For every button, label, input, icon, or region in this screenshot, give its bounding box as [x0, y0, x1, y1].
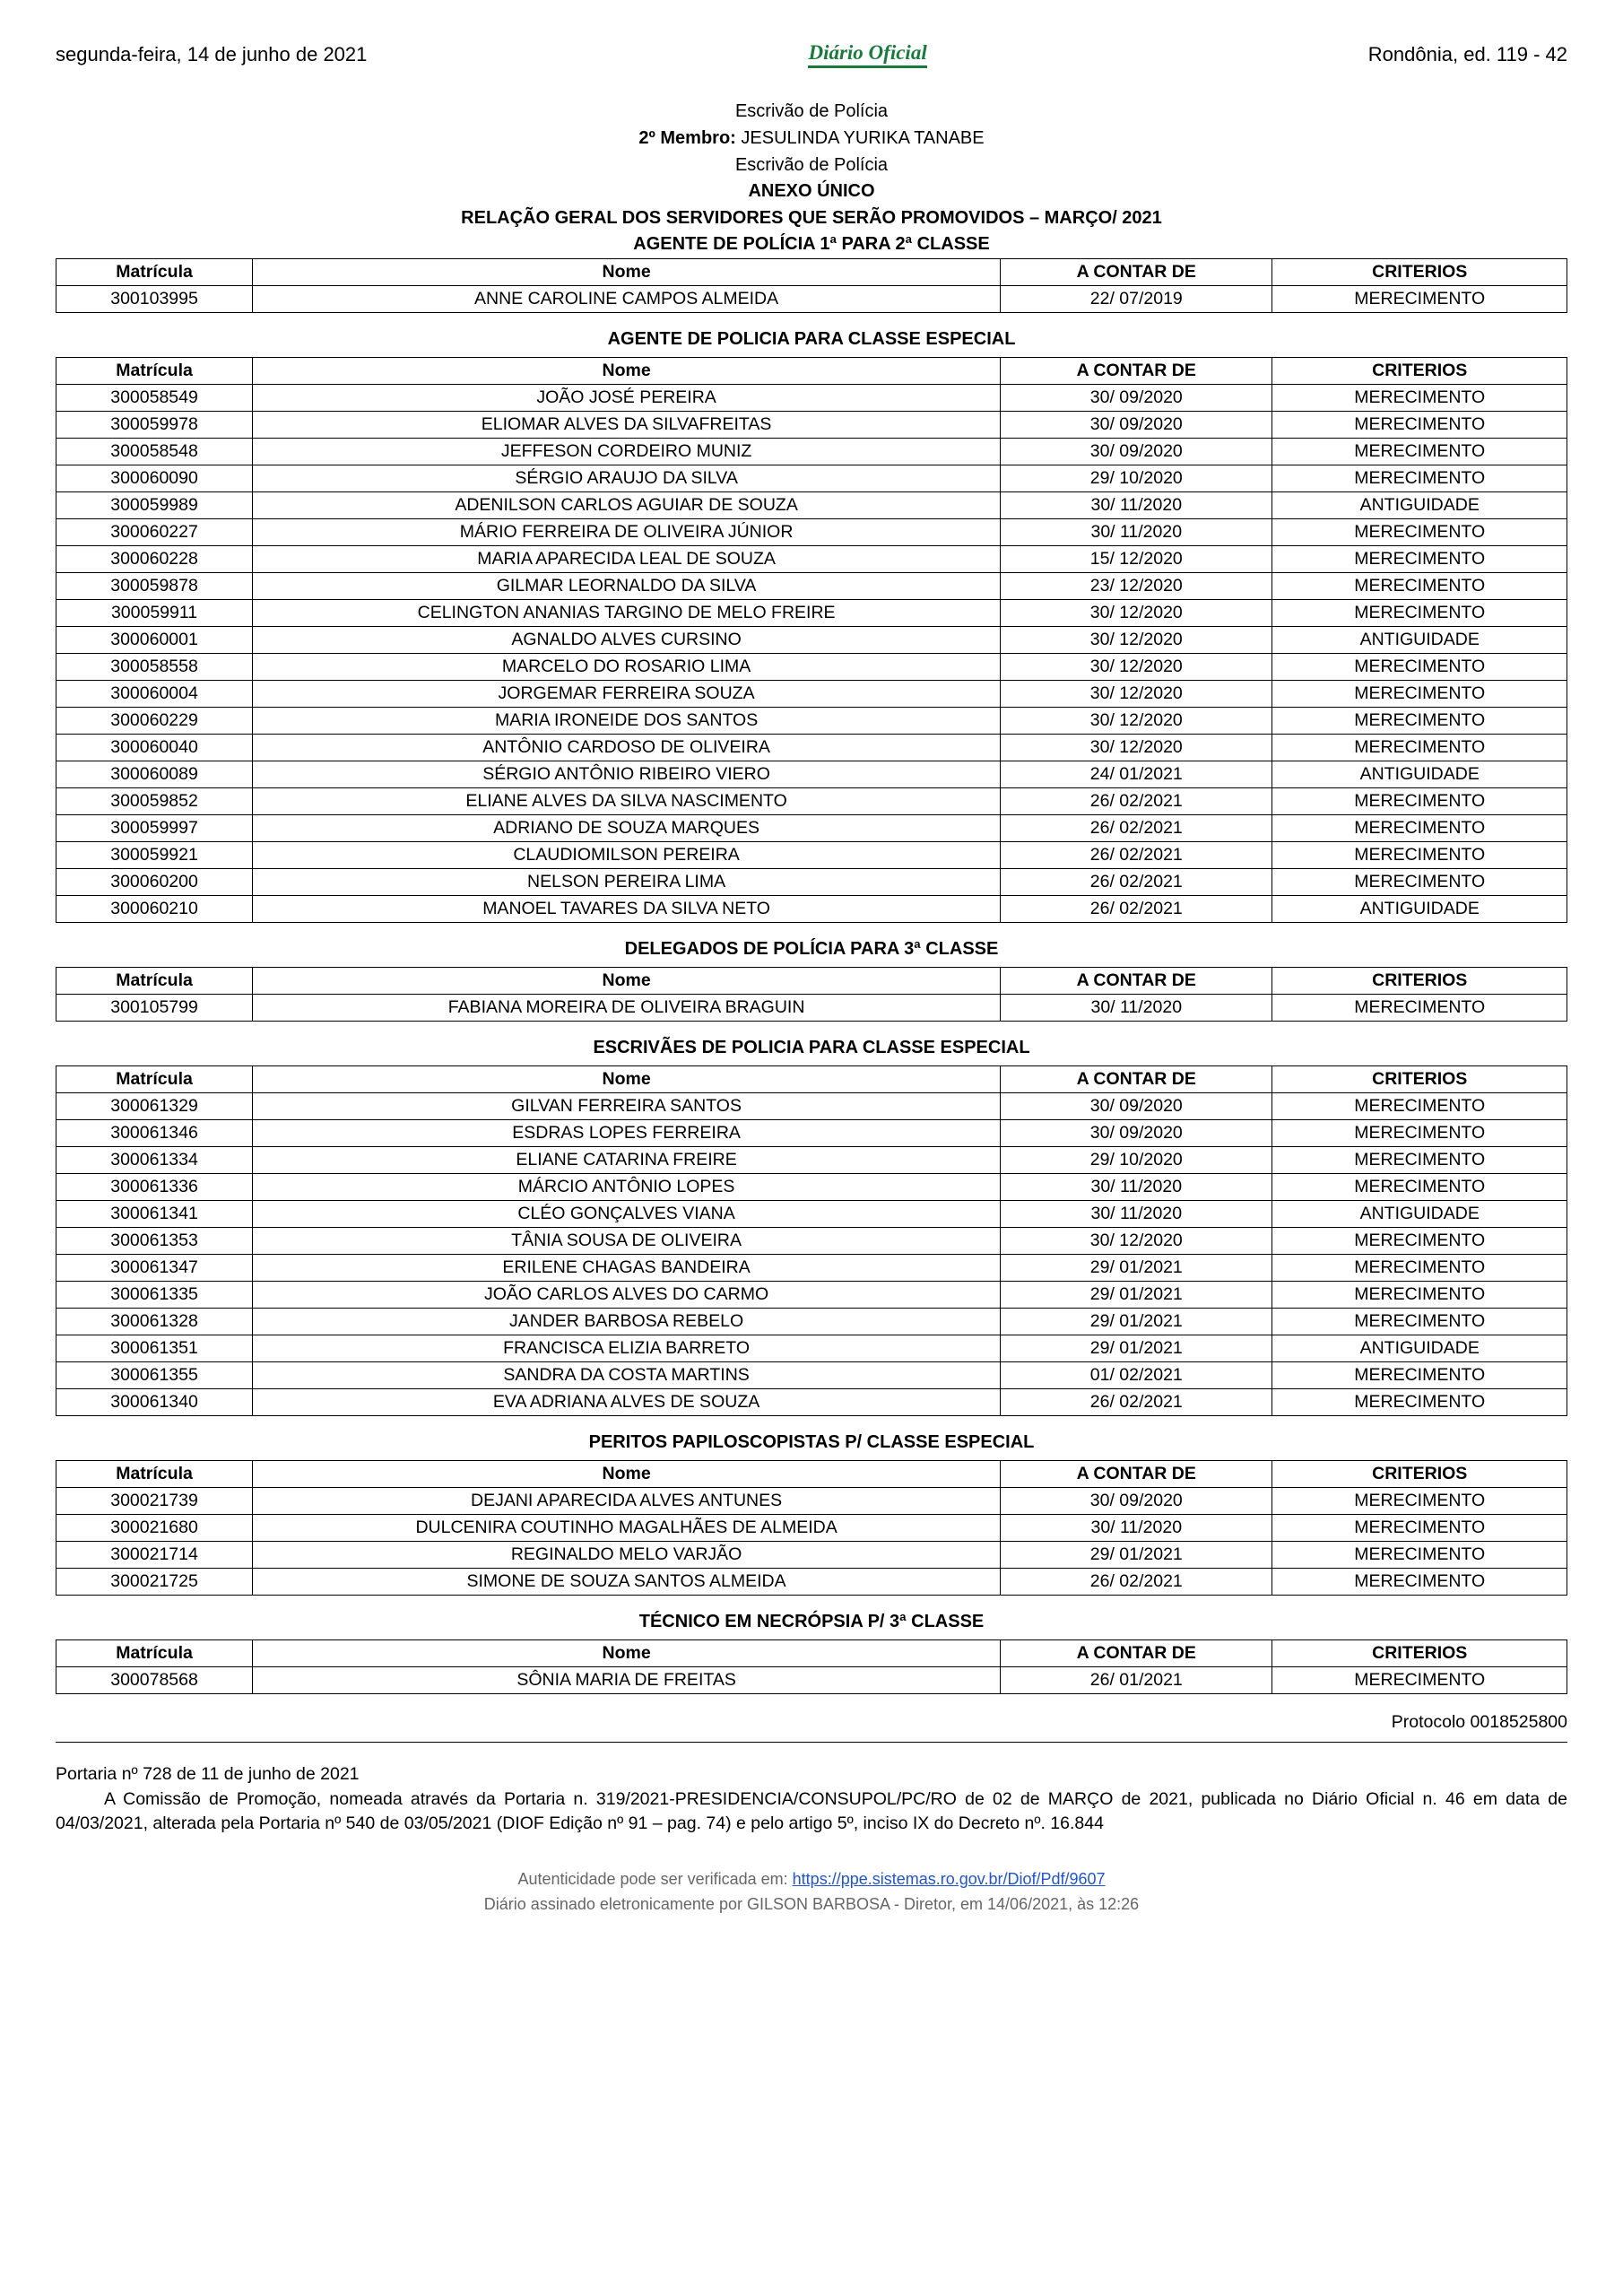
cell-a-contar-de: 30/ 12/2020 — [1001, 735, 1272, 761]
cell-matricula: 300061328 — [56, 1309, 253, 1335]
cell-nome: SÉRGIO ANTÔNIO RIBEIRO VIERO — [253, 761, 1001, 788]
cell-criterios: MERECIMENTO — [1272, 546, 1567, 573]
cell-criterios: MERECIMENTO — [1272, 600, 1567, 627]
cell-criterios: MERECIMENTO — [1272, 815, 1567, 842]
section-title: PERITOS PAPILOSCOPISTAS P/ CLASSE ESPECIAL — [588, 1432, 1035, 1452]
cell-nome: DULCENIRA COUTINHO MAGALHÃES DE ALMEIDA — [253, 1515, 1001, 1542]
cell-nome: ADENILSON CARLOS AGUIAR DE SOUZA — [253, 492, 1001, 519]
cell-matricula: 300061329 — [56, 1093, 253, 1120]
cell-criterios: ANTIGUIDADE — [1272, 1201, 1567, 1228]
cell-a-contar-de: 15/ 12/2020 — [1001, 546, 1272, 573]
cell-nome: JORGEMAR FERREIRA SOUZA — [253, 681, 1001, 708]
cell-matricula: 300061341 — [56, 1201, 253, 1228]
column-header: CRITERIOS — [1272, 968, 1567, 995]
table-row — [56, 519, 1567, 546]
cell-criterios: MERECIMENTO — [1272, 1515, 1567, 1542]
cell-criterios: MERECIMENTO — [1272, 1120, 1567, 1147]
table-row — [56, 1282, 1567, 1309]
cell-matricula: 300060090 — [56, 465, 253, 492]
cell-nome: JANDER BARBOSA REBELO — [253, 1309, 1001, 1335]
notes-block — [56, 1762, 1567, 1837]
promotions-table — [56, 258, 1567, 313]
intro-member-name: JESULINDA YURIKA TANABE — [741, 128, 985, 149]
cell-nome: JOÃO JOSÉ PEREIRA — [253, 385, 1001, 412]
table-row — [56, 735, 1567, 761]
column-header: CRITERIOS — [1272, 259, 1567, 286]
table-row — [56, 1335, 1567, 1362]
cell-matricula: 300060089 — [56, 761, 253, 788]
footer-auth-prefix: Autenticidade pode ser verificada em: — [517, 1870, 788, 1889]
cell-a-contar-de: 26/ 02/2021 — [1001, 1389, 1272, 1416]
cell-a-contar-de: 26/ 02/2021 — [1001, 842, 1272, 869]
cell-matricula: 300061353 — [56, 1228, 253, 1255]
table-row — [56, 869, 1567, 896]
cell-nome: JOÃO CARLOS ALVES DO CARMO — [253, 1282, 1001, 1309]
intro-relation-title: RELAÇÃO GERAL DOS SERVIDORES QUE SERÃO PROMOVIDOS – MARÇO/ 2021 — [461, 207, 1162, 228]
cell-criterios: MERECIMENTO — [1272, 1228, 1567, 1255]
cell-nome: SIMONE DE SOUZA SANTOS ALMEIDA — [253, 1569, 1001, 1596]
promotions-table — [56, 1460, 1567, 1596]
cell-criterios: MERECIMENTO — [1272, 1667, 1567, 1694]
cell-matricula: 300061351 — [56, 1335, 253, 1362]
column-header: Nome — [253, 259, 1001, 286]
cell-a-contar-de: 22/ 07/2019 — [1001, 286, 1272, 313]
cell-criterios: MERECIMENTO — [1272, 1488, 1567, 1515]
table-row — [56, 788, 1567, 815]
header-edition: Rondônia, ed. 119 - 42 — [1367, 43, 1567, 66]
cell-a-contar-de: 30/ 11/2020 — [1001, 492, 1272, 519]
table-header-row — [56, 358, 1567, 385]
cell-a-contar-de: 29/ 01/2021 — [1001, 1255, 1272, 1282]
cell-nome: ELIANE ALVES DA SILVA NASCIMENTO — [253, 788, 1001, 815]
column-header: Matrícula — [56, 1461, 253, 1488]
cell-matricula: 300059911 — [56, 600, 253, 627]
cell-a-contar-de: 29/ 10/2020 — [1001, 465, 1272, 492]
diario-oficial-logo: Diário Oficial — [808, 41, 926, 68]
section-title: DELEGADOS DE POLÍCIA PARA 3ª CLASSE — [624, 939, 999, 959]
cell-nome: SÉRGIO ARAUJO DA SILVA — [253, 465, 1001, 492]
cell-criterios: ANTIGUIDADE — [1272, 1335, 1567, 1362]
cell-nome: ERILENE CHAGAS BANDEIRA — [253, 1255, 1001, 1282]
notes-paragraph: A Comissão de Promoção, nomeada através da Portaria n. 319/2021-PRESIDENCIA/CONSUPOL/PC/RO de 02 de MARÇO de 2021, publicada no Diário Oficial n. 46 em data de 04/03/2021, alterada pela Portaria nº 540 de 03/05/2021 (DIOF Edição nº 91 – pag. 74) e pelo artigo 5º, inciso IX do Decreto nº. 16.844 — [56, 1788, 1567, 1834]
intro-first-section-title: AGENTE DE POLÍCIA 1ª PARA 2ª CLASSE — [633, 234, 990, 255]
cell-a-contar-de: 30/ 09/2020 — [1001, 412, 1272, 439]
cell-criterios: MERECIMENTO — [1272, 1362, 1567, 1389]
table-row — [56, 1309, 1567, 1335]
cell-matricula: 300059878 — [56, 573, 253, 600]
cell-a-contar-de: 26/ 01/2021 — [1001, 1667, 1272, 1694]
cell-a-contar-de: 30/ 12/2020 — [1001, 1228, 1272, 1255]
promotions-table — [56, 967, 1567, 1022]
column-header: A CONTAR DE — [1001, 1640, 1272, 1667]
cell-matricula: 300021725 — [56, 1569, 253, 1596]
cell-a-contar-de: 30/ 12/2020 — [1001, 654, 1272, 681]
table-row — [56, 385, 1567, 412]
cell-criterios: MERECIMENTO — [1272, 286, 1567, 313]
promotions-table — [56, 357, 1567, 923]
cell-a-contar-de: 29/ 10/2020 — [1001, 1147, 1272, 1174]
section-title: AGENTE DE POLICIA PARA CLASSE ESPECIAL — [607, 329, 1016, 349]
cell-matricula: 300061347 — [56, 1255, 253, 1282]
column-header: Nome — [253, 1640, 1001, 1667]
notes-title: Portaria nº 728 de 11 de junho de 2021 — [56, 1764, 360, 1784]
intro-line-2 — [56, 126, 1567, 152]
cell-nome: ELIANE CATARINA FREIRE — [253, 1147, 1001, 1174]
cell-matricula: 300060229 — [56, 708, 253, 735]
table-row — [56, 1093, 1567, 1120]
cell-a-contar-de: 01/ 02/2021 — [1001, 1362, 1272, 1389]
table-row — [56, 654, 1567, 681]
cell-matricula: 300105799 — [56, 995, 253, 1022]
column-header: A CONTAR DE — [1001, 968, 1272, 995]
cell-criterios: MERECIMENTO — [1272, 1309, 1567, 1335]
table-row — [56, 546, 1567, 573]
cell-a-contar-de: 26/ 02/2021 — [1001, 1569, 1272, 1596]
sections-container — [56, 258, 1567, 1694]
table-row — [56, 286, 1567, 313]
cell-matricula: 300061340 — [56, 1389, 253, 1416]
table-row — [56, 1228, 1567, 1255]
cell-a-contar-de: 29/ 01/2021 — [1001, 1309, 1272, 1335]
column-header: Matrícula — [56, 1066, 253, 1093]
cell-matricula: 300060001 — [56, 627, 253, 654]
column-header: A CONTAR DE — [1001, 358, 1272, 385]
table-row — [56, 600, 1567, 627]
cell-matricula: 300059921 — [56, 842, 253, 869]
cell-matricula: 300059852 — [56, 788, 253, 815]
table-row — [56, 1542, 1567, 1569]
cell-criterios: ANTIGUIDADE — [1272, 492, 1567, 519]
intro-line-1: Escrivão de Polícia — [734, 101, 889, 122]
column-header: A CONTAR DE — [1001, 1066, 1272, 1093]
table-row — [56, 1389, 1567, 1416]
table-row — [56, 439, 1567, 465]
column-header: CRITERIOS — [1272, 358, 1567, 385]
promotions-table — [56, 1065, 1567, 1416]
cell-a-contar-de: 30/ 11/2020 — [1001, 1515, 1272, 1542]
cell-criterios: MERECIMENTO — [1272, 439, 1567, 465]
table-row — [56, 1174, 1567, 1201]
table-row — [56, 815, 1567, 842]
cell-criterios: ANTIGUIDADE — [1272, 896, 1567, 923]
cell-matricula: 300059989 — [56, 492, 253, 519]
footer-signature: Diário assinado eletronicamente por GILSON BARBOSA - Diretor, em 14/06/2021, às 12:26 — [483, 1894, 1140, 1913]
section-title: TÉCNICO EM NECRÓPSIA P/ 3ª CLASSE — [638, 1612, 985, 1631]
cell-a-contar-de: 23/ 12/2020 — [1001, 573, 1272, 600]
table-row — [56, 1147, 1567, 1174]
document-footer — [56, 1867, 1567, 1935]
column-header: Nome — [253, 1461, 1001, 1488]
cell-nome: AGNALDO ALVES CURSINO — [253, 627, 1001, 654]
cell-a-contar-de: 30/ 09/2020 — [1001, 1488, 1272, 1515]
cell-matricula: 300060040 — [56, 735, 253, 761]
table-header-row — [56, 1461, 1567, 1488]
cell-matricula: 300058549 — [56, 385, 253, 412]
cell-nome: FRANCISCA ELIZIA BARRETO — [253, 1335, 1001, 1362]
cell-matricula: 300061355 — [56, 1362, 253, 1389]
column-header: Nome — [253, 1066, 1001, 1093]
horizontal-divider — [56, 1742, 1567, 1743]
cell-nome: NELSON PEREIRA LIMA — [253, 869, 1001, 896]
cell-nome: REGINALDO MELO VARJÃO — [253, 1542, 1001, 1569]
cell-matricula: 300060004 — [56, 681, 253, 708]
cell-a-contar-de: 30/ 09/2020 — [1001, 385, 1272, 412]
cell-a-contar-de: 30/ 12/2020 — [1001, 708, 1272, 735]
protocol-label: Protocolo 0018525800 — [1391, 1712, 1567, 1732]
table-header-row — [56, 259, 1567, 286]
table-row — [56, 708, 1567, 735]
cell-criterios: MERECIMENTO — [1272, 708, 1567, 735]
cell-a-contar-de: 26/ 02/2021 — [1001, 869, 1272, 896]
cell-criterios: MERECIMENTO — [1272, 842, 1567, 869]
cell-matricula: 300061336 — [56, 1174, 253, 1201]
cell-criterios: MERECIMENTO — [1272, 412, 1567, 439]
intro-block — [56, 99, 1567, 258]
table-header-row — [56, 1066, 1567, 1093]
cell-a-contar-de: 30/ 09/2020 — [1001, 1093, 1272, 1120]
cell-matricula: 300058548 — [56, 439, 253, 465]
cell-a-contar-de: 30/ 09/2020 — [1001, 439, 1272, 465]
table-header-row — [56, 968, 1567, 995]
cell-criterios: MERECIMENTO — [1272, 1389, 1567, 1416]
cell-nome: MANOEL TAVARES DA SILVA NETO — [253, 896, 1001, 923]
cell-a-contar-de: 24/ 01/2021 — [1001, 761, 1272, 788]
cell-matricula: 300060200 — [56, 869, 253, 896]
cell-criterios: MERECIMENTO — [1272, 681, 1567, 708]
column-header: CRITERIOS — [1272, 1066, 1567, 1093]
column-header: Matrícula — [56, 358, 253, 385]
cell-nome: ANTÔNIO CARDOSO DE OLIVEIRA — [253, 735, 1001, 761]
cell-matricula: 300060228 — [56, 546, 253, 573]
cell-a-contar-de: 26/ 02/2021 — [1001, 788, 1272, 815]
cell-matricula: 300061346 — [56, 1120, 253, 1147]
cell-matricula: 300103995 — [56, 286, 253, 313]
table-row — [56, 1201, 1567, 1228]
cell-nome: TÂNIA SOUSA DE OLIVEIRA — [253, 1228, 1001, 1255]
cell-matricula: 300061335 — [56, 1282, 253, 1309]
column-header: Nome — [253, 358, 1001, 385]
cell-matricula: 300060210 — [56, 896, 253, 923]
cell-a-contar-de: 30/ 11/2020 — [1001, 1174, 1272, 1201]
table-row — [56, 681, 1567, 708]
cell-criterios: MERECIMENTO — [1272, 1147, 1567, 1174]
cell-a-contar-de: 26/ 02/2021 — [1001, 815, 1272, 842]
cell-nome: GILMAR LEORNALDO DA SILVA — [253, 573, 1001, 600]
cell-criterios: MERECIMENTO — [1272, 995, 1567, 1022]
cell-nome: SANDRA DA COSTA MARTINS — [253, 1362, 1001, 1389]
cell-criterios: MERECIMENTO — [1272, 1542, 1567, 1569]
table-header-row — [56, 1640, 1567, 1667]
cell-nome: MARCELO DO ROSARIO LIMA — [253, 654, 1001, 681]
cell-matricula: 300059978 — [56, 412, 253, 439]
table-row — [56, 465, 1567, 492]
intro-line-3: Escrivão de Polícia — [734, 154, 889, 175]
column-header: CRITERIOS — [1272, 1640, 1567, 1667]
cell-nome: FABIANA MOREIRA DE OLIVEIRA BRAGUIN — [253, 995, 1001, 1022]
column-header: A CONTAR DE — [1001, 259, 1272, 286]
cell-criterios: MERECIMENTO — [1272, 788, 1567, 815]
table-row — [56, 1488, 1567, 1515]
cell-criterios: MERECIMENTO — [1272, 1569, 1567, 1596]
cell-matricula: 300058558 — [56, 654, 253, 681]
table-row — [56, 842, 1567, 869]
table-row — [56, 1255, 1567, 1282]
cell-nome: ELIOMAR ALVES DA SILVAFREITAS — [253, 412, 1001, 439]
column-header: Nome — [253, 968, 1001, 995]
cell-nome: MÁRCIO ANTÔNIO LOPES — [253, 1174, 1001, 1201]
header-date: segunda-feira, 14 de junho de 2021 — [56, 43, 368, 66]
table-row — [56, 1515, 1567, 1542]
cell-a-contar-de: 30/ 09/2020 — [1001, 1120, 1272, 1147]
cell-nome: MÁRIO FERREIRA DE OLIVEIRA JÚNIOR — [253, 519, 1001, 546]
section-title: ESCRIVÃES DE POLICIA PARA CLASSE ESPECIAL — [593, 1038, 1030, 1057]
cell-matricula: 300021680 — [56, 1515, 253, 1542]
cell-criterios: MERECIMENTO — [1272, 1093, 1567, 1120]
footer-auth-link[interactable]: https://ppe.sistemas.ro.gov.br/Diof/Pdf/9607 — [792, 1870, 1106, 1889]
cell-nome: SÔNIA MARIA DE FREITAS — [253, 1667, 1001, 1694]
intro-annex-title: ANEXO ÚNICO — [748, 181, 875, 202]
footer-auth-line — [56, 1867, 1567, 1892]
cell-nome: CLÉO GONÇALVES VIANA — [253, 1201, 1001, 1228]
header-brand — [367, 41, 1367, 68]
table-row — [56, 896, 1567, 923]
column-header: A CONTAR DE — [1001, 1461, 1272, 1488]
cell-a-contar-de: 29/ 01/2021 — [1001, 1542, 1272, 1569]
cell-matricula: 300078568 — [56, 1667, 253, 1694]
table-row — [56, 1569, 1567, 1596]
cell-nome: JEFFESON CORDEIRO MUNIZ — [253, 439, 1001, 465]
cell-a-contar-de: 30/ 12/2020 — [1001, 627, 1272, 654]
cell-matricula: 300060227 — [56, 519, 253, 546]
cell-criterios: MERECIMENTO — [1272, 869, 1567, 896]
table-row — [56, 573, 1567, 600]
cell-matricula: 300061334 — [56, 1147, 253, 1174]
table-row — [56, 412, 1567, 439]
cell-criterios: MERECIMENTO — [1272, 573, 1567, 600]
cell-criterios: MERECIMENTO — [1272, 654, 1567, 681]
cell-criterios: MERECIMENTO — [1272, 465, 1567, 492]
table-row — [56, 995, 1567, 1022]
cell-criterios: MERECIMENTO — [1272, 385, 1567, 412]
table-row — [56, 627, 1567, 654]
cell-a-contar-de: 29/ 01/2021 — [1001, 1335, 1272, 1362]
cell-a-contar-de: 29/ 01/2021 — [1001, 1282, 1272, 1309]
promotions-table — [56, 1639, 1567, 1694]
cell-criterios: MERECIMENTO — [1272, 1174, 1567, 1201]
cell-matricula: 300021739 — [56, 1488, 253, 1515]
table-row — [56, 1362, 1567, 1389]
cell-matricula: 300021714 — [56, 1542, 253, 1569]
cell-nome: ADRIANO DE SOUZA MARQUES — [253, 815, 1001, 842]
cell-nome: EVA ADRIANA ALVES DE SOUZA — [253, 1389, 1001, 1416]
cell-nome: ANNE CAROLINE CAMPOS ALMEIDA — [253, 286, 1001, 313]
cell-nome: GILVAN FERREIRA SANTOS — [253, 1093, 1001, 1120]
cell-a-contar-de: 30/ 11/2020 — [1001, 995, 1272, 1022]
cell-a-contar-de: 30/ 11/2020 — [1001, 519, 1272, 546]
cell-criterios: ANTIGUIDADE — [1272, 761, 1567, 788]
cell-a-contar-de: 26/ 02/2021 — [1001, 896, 1272, 923]
cell-criterios: MERECIMENTO — [1272, 519, 1567, 546]
table-row — [56, 492, 1567, 519]
cell-criterios: ANTIGUIDADE — [1272, 627, 1567, 654]
cell-criterios: MERECIMENTO — [1272, 735, 1567, 761]
document-header — [56, 41, 1567, 75]
column-header: Matrícula — [56, 1640, 253, 1667]
column-header: Matrícula — [56, 259, 253, 286]
column-header: CRITERIOS — [1272, 1461, 1567, 1488]
intro-member-label: 2º Membro: — [638, 128, 736, 149]
table-row — [56, 761, 1567, 788]
cell-nome: MARIA APARECIDA LEAL DE SOUZA — [253, 546, 1001, 573]
cell-nome: CELINGTON ANANIAS TARGINO DE MELO FREIRE — [253, 600, 1001, 627]
column-header: Matrícula — [56, 968, 253, 995]
cell-a-contar-de: 30/ 12/2020 — [1001, 681, 1272, 708]
cell-nome: DEJANI APARECIDA ALVES ANTUNES — [253, 1488, 1001, 1515]
cell-criterios: MERECIMENTO — [1272, 1255, 1567, 1282]
table-row — [56, 1667, 1567, 1694]
cell-matricula: 300059997 — [56, 815, 253, 842]
cell-nome: MARIA IRONEIDE DOS SANTOS — [253, 708, 1001, 735]
cell-criterios: MERECIMENTO — [1272, 1282, 1567, 1309]
cell-nome: ESDRAS LOPES FERREIRA — [253, 1120, 1001, 1147]
table-row — [56, 1120, 1567, 1147]
cell-nome: CLAUDIOMILSON PEREIRA — [253, 842, 1001, 869]
cell-a-contar-de: 30/ 12/2020 — [1001, 600, 1272, 627]
cell-a-contar-de: 30/ 11/2020 — [1001, 1201, 1272, 1228]
